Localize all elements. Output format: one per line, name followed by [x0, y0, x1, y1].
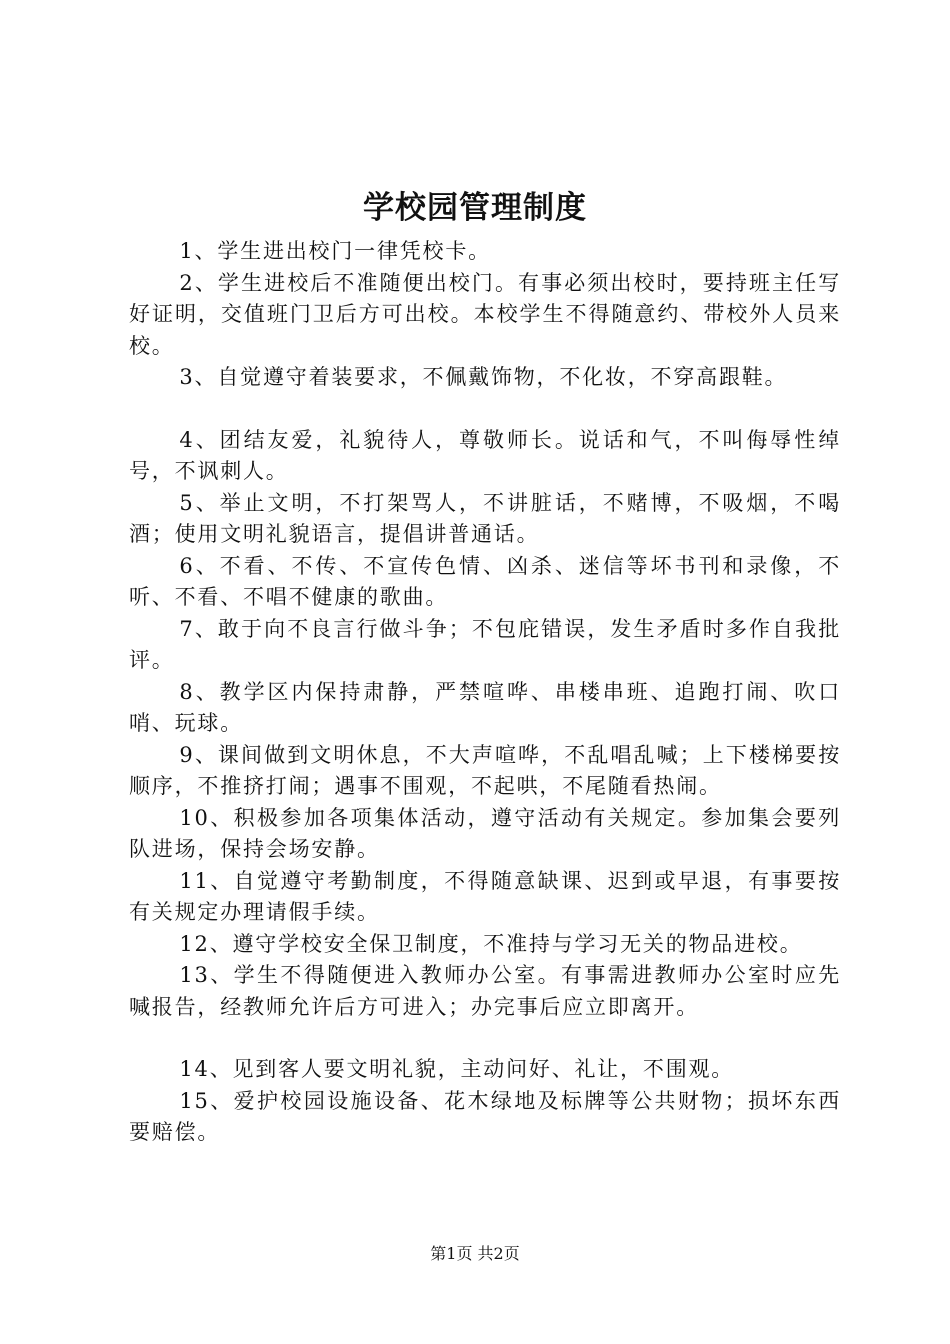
rule-paragraph-12: 12、遵守学校安全保卫制度，不准持与学习无关的物品进校。 — [179, 931, 803, 956]
page-footer: 第1页 共2页 — [430, 1244, 520, 1263]
rule-paragraph-10: 10、积极参加各项集体活动，遵守活动有关规定。参加集会要列队进场，保持会场安静。 — [129, 805, 841, 861]
rule-paragraph-8: 8、教学区内保持肃静，严禁喧哗、串楼串班、追跑打闹、吹口哨、玩球。 — [129, 679, 841, 735]
rule-paragraph-15: 15、爱护校园设施设备、花木绿地及标牌等公共财物；损坏东西要赔偿。 — [129, 1088, 841, 1144]
rule-paragraph-11: 11、自觉遵守考勤制度，不得随意缺课、迟到或早退，有事要按有关规定办理请假手续。 — [129, 868, 841, 924]
document-title: 学校园管理制度 — [363, 190, 587, 226]
rule-paragraph-1: 1、学生进出校门一律凭校卡。 — [179, 239, 491, 263]
rule-paragraph-4: 4、团结友爱，礼貌待人，尊敬师长。说话和气，不叫侮辱性绰号，不讽刺人。 — [129, 427, 841, 483]
rule-paragraph-5: 5、举止文明，不打架骂人，不讲脏话，不赌博，不吸烟，不喝酒；使用文明礼貌语言，提倡讲普通话。 — [129, 490, 841, 546]
rule-paragraph-3: 3、自觉遵守着装要求，不佩戴饰物，不化妆，不穿高跟鞋。 — [179, 365, 788, 389]
rule-paragraph-13: 13、学生不得随便进入教师办公室。有事需进教师办公室时应先喊报告，经教师允许后方可进入；办完事后应立即离开。 — [129, 963, 841, 1019]
rule-paragraph-7: 7、敢于向不良言行做斗争；不包庇错误，发生矛盾时多作自我批评。 — [129, 616, 841, 672]
rule-paragraph-2: 2、学生进校后不准随便出校门。有事必须出校时，要持班主任写好证明，交值班门卫后方可出校。本校学生不得随意约、带校外人员来校。 — [129, 270, 841, 358]
document-body — [129, 236, 841, 1149]
rule-paragraph-14: 14、见到客人要文明礼貌，主动问好、礼让，不围观。 — [179, 1057, 735, 1081]
rule-paragraph-9: 9、课间做到文明休息，不大声喧哗，不乱唱乱喊；上下楼梯要按顺序，不推挤打闹；遇事不围观，不起哄，不尾随看热闹。 — [129, 742, 841, 798]
rule-paragraph-6: 6、不看、不传、不宣传色情、凶杀、迷信等坏书刊和录像，不听、不看、不唱不健康的歌曲。 — [129, 553, 841, 609]
